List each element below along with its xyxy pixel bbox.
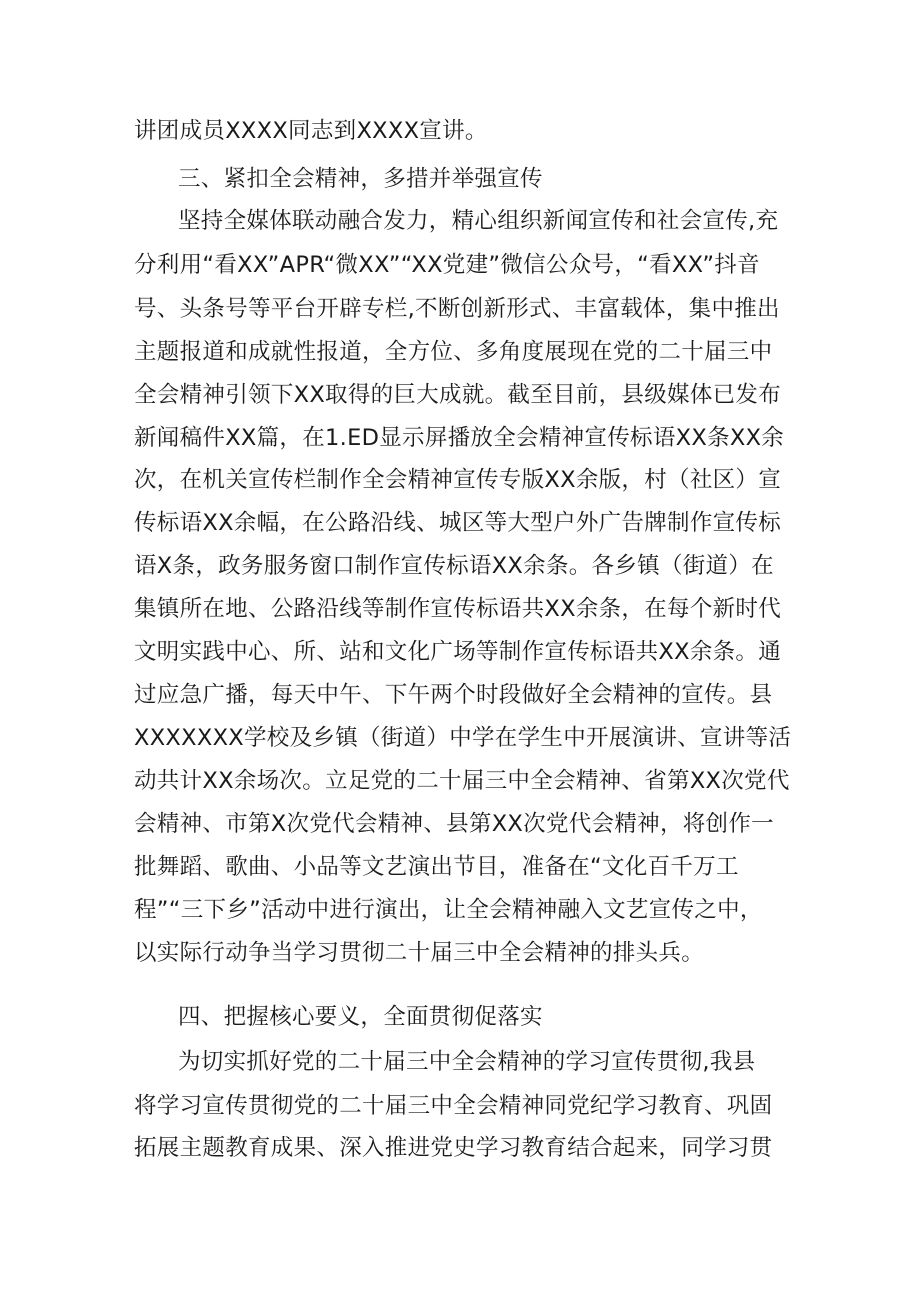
text-line: 拓展主题教育成果、深入推进党史学习教育结合起来，同学习贯	[134, 1135, 773, 1161]
section-heading: 四、把握核心要义，全面贯彻促落实	[178, 1004, 543, 1030]
text-line: 程”“三下乡”活动中进行演出，让全会精神融入文艺宣传之中，	[134, 897, 763, 923]
text-line: XXXXXXX学校及乡镇（街道）中学在学生中开展演讲、宣讲等活	[134, 725, 792, 751]
text-line: 动共计XX余场次。立足党的二十届三中全会精神、省第XX次党代	[134, 768, 790, 794]
text-line: 语X条，政务服务窗口制作宣传标语XX余条。各乡镇（街道）在	[134, 553, 774, 579]
text-line: 批舞蹈、歌曲、小品等文艺演出节目，准备在“文化百千万工	[134, 854, 739, 880]
section-heading: 三、紧扣全会精神，多措并举强宣传	[178, 166, 543, 192]
text-line: 新闻稿件XX篇，在1.ED显示屏播放全会精神宣传标语XX条XX余	[134, 425, 785, 451]
text-line: 次，在机关宣传栏制作全会精神宣传专版XX余版，村（社区）宣	[134, 467, 782, 493]
text-line: 文明实践中心、所、站和文化广场等制作宣传标语共XX余条。通	[134, 639, 782, 665]
text-line: 分利用“看XX”APR“微XX”“XX党建”微信公众号，“看XX”抖音	[134, 252, 760, 278]
text-line: 坚持全媒体联动融合发力，精心组织新闻宣传和社会宣传,充	[178, 208, 779, 234]
text-line: 号、头条号等平台开辟专栏,不断创新形式、丰富载体，集中推出	[134, 296, 780, 322]
text-line: 集镇所在地、公路沿线等制作宣传标语共XX余条，在每个新时代	[134, 596, 782, 622]
text-line: 过应急广播，每天中午、下午两个时段做好全会精神的宣传。县	[134, 682, 773, 708]
text-line: 为切实抓好党的二十届三中全会精神的学习宣传贯彻,我县	[178, 1049, 756, 1075]
text-line: 以实际行动争当学习贯彻二十届三中全会精神的排头兵。	[134, 940, 705, 966]
text-line: 讲团成员XXXX同志到XXXX宣讲。	[134, 118, 488, 144]
text-line: 主题报道和成就性报道，全方位、多角度展现在党的二十届三中	[134, 339, 773, 365]
text-line: 传标语XX余幅，在公路沿线、城区等大型户外广告牌制作宣传标	[134, 510, 782, 536]
text-line: 全会精神引领下XX取得的巨大成就。截至目前，县级媒体已发布	[134, 382, 782, 408]
text-line: 将学习宣传贯彻党的二十届三中全会精神同党纪学习教育、巩固	[134, 1093, 773, 1119]
text-line: 会精神、市第X次党代会精神、县第XX次党代会精神，将创作一	[134, 811, 774, 837]
